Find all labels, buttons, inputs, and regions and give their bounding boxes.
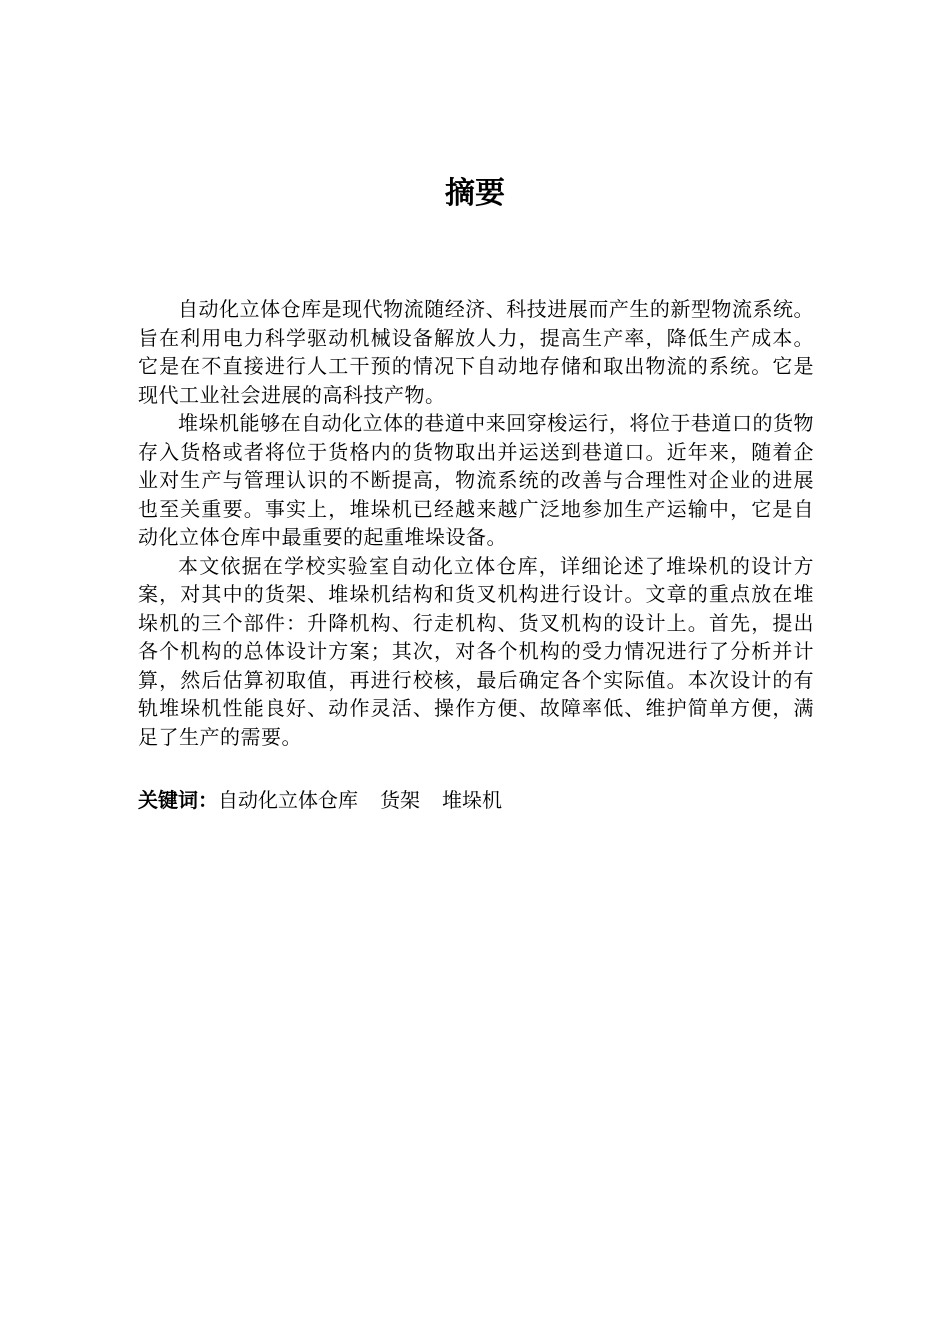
keywords-line [138,785,814,815]
keyword-item: 自动化立体仓库 [218,788,358,812]
abstract-body [138,295,814,751]
abstract-paragraph-3: 本文依据在学校实验室自动化立体仓库，详细论述了堆垛机的设计方案，对其中的货架、堆垛机结构和货叉机构进行设计。文章的重点放在堆垛机的三个部件：升降机构、行走机构、货叉机构的设计上。首先，提出各个机构的总体设计方案；其次，对各个机构的受力情况进行了分析并计算，然后估算初取值，再进行校核，最后确定各个实际值。本次设计的有轨堆垛机性能良好、动作灵活、操作方便、故障率低、维护简单方便，满足了生产的需要。 [138,553,814,749]
page-title: 摘要 [445,176,505,211]
keyword-item: 堆垛机 [442,788,502,812]
abstract-paragraph-1: 自动化立体仓库是现代物流随经济、科技进展而产生的新型物流系统。旨在利用电力科学驱动机械设备解放人力，提高生产率，降低生产成本。它是在不直接进行人工干预的情况下自动地存储和取出物流的系统。它是现代工业社会进展的高科技产物。 [138,297,814,407]
abstract-paragraph-2: 堆垛机能够在自动化立体的巷道中来回穿梭运行，将位于巷道口的货物存入货格或者将位于货格内的货物取出并运送到巷道口。近年来，随着企业对生产与管理认识的不断提高，物流系统的改善与合理性对企业的进展也至关重要。事实上，堆垛机已经越来越广泛地参加生产运输中，它是自动化立体仓库中最重要的起重堆垛设备。 [138,411,814,549]
keyword-item: 货架 [380,788,420,812]
keywords-label: 关键词： [138,788,218,812]
